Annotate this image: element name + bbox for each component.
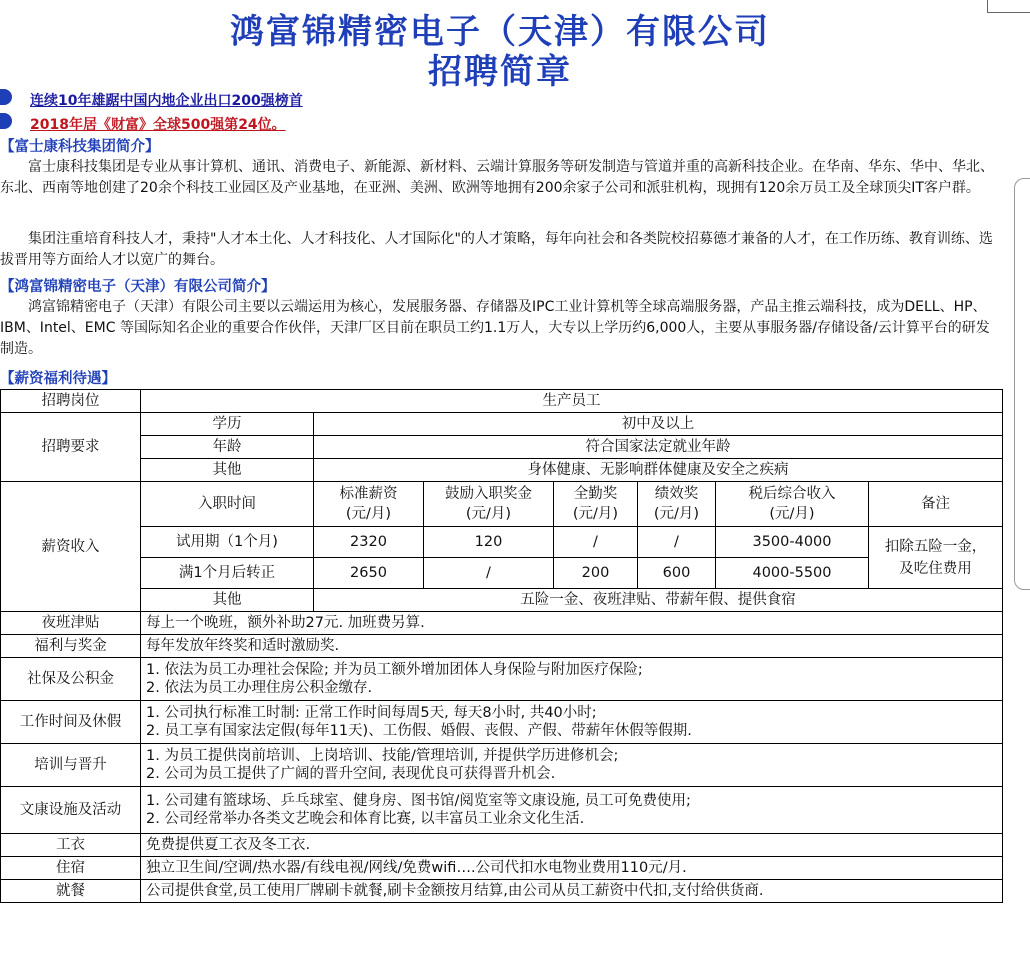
item-line: 独立卫生间/空调/热水器/有线电视/网线/免费wifi….公司代扣水电物业费用110元/月.: [141, 857, 1003, 880]
item-label: 就餐: [1, 880, 141, 903]
item-lines: [141, 658, 1003, 701]
foxconn-paragraph-2: 集团注重培育科技人才，秉持"人才本土化、人才科技化、人才国际化"的人才策略，每年向社会和各类院校招募德才兼备的人才，在工作历练、教育训练、选拔晋用等方面给人才以宽广的舞台。: [0, 231, 993, 268]
page-title: 招聘简章: [428, 52, 572, 92]
req-value: 符合国家法定就业年龄: [314, 436, 1003, 459]
section-heading-foxconn: 【富士康科技集团简介】: [0, 139, 160, 155]
item-line: 公司提供食堂,员工使用厂牌刷卡就餐,刷卡金额按月结算,由公司从员工薪资中代扣,支付给供货商.: [141, 880, 1003, 903]
item-line: 1. 为员工提供岗前培训、上岗培训、技能/管理培训, 并提供学历进修机会;: [146, 748, 619, 764]
item-label: 文康设施及活动: [1, 787, 141, 834]
company-paragraph: 鸿富锦精密电子（天津）有限公司主要以云端运用为核心，发展服务器、存储器及IPC工业计算机等全球高端服务器，产品主推云端科技，成为DELL、HP、IBM、Intel、EMC 等国际知名企业的重要合作伙伴，天津厂区目前在职员工约1.1万人，大专以上学历约6,000人，主要从事服务器/存储设备/云计算平台的研发制造。: [0, 299, 990, 357]
company-title: 鸿富锦精密电子（天津）有限公司: [230, 12, 770, 52]
salary-base: 2650: [314, 558, 424, 589]
salary-total: 4000-5500: [716, 558, 869, 589]
item-lines: [141, 744, 1003, 787]
salary-header: 税后综合收入 (元/月): [716, 482, 869, 527]
section-heading-company: 【鸿富锦精密电子（天津）有限公司简介】: [0, 279, 276, 295]
item-label: 培训与晋升: [1, 744, 141, 787]
item-line: 每上一个晚班，额外补助27元. 加班费另算.: [141, 612, 1003, 635]
item-line: 免费提供夏工衣及冬工衣.: [141, 834, 1003, 857]
salary-header: 标准薪资 (元/月): [314, 482, 424, 527]
section-heading-salary: 【薪资福利待遇】: [0, 371, 116, 387]
req-value: 初中及以上: [314, 413, 1003, 436]
salary-performance: 600: [638, 558, 716, 589]
item-line: 1. 公司建有篮球场、乒乓球室、健身房、图书馆/阅览室等文康设施, 员工可免费使用;: [146, 793, 691, 809]
item-line: 1. 公司执行标准工时制: 正常工作时间每周5天, 每天8小时, 共40小时;: [146, 705, 597, 721]
bullet-icon: [0, 113, 12, 129]
item-label: 住宿: [1, 857, 141, 880]
salary-other-value: 五险一金、夜班津贴、带薪年假、提供食宿: [314, 589, 1003, 612]
salary-performance: /: [638, 527, 716, 558]
foxconn-paragraph-1: 富士康科技集团是专业从事计算机、通讯、消费电子、新能源、新材料、云端计算服务等研发制造与管道并重的高新科技企业。在华南、华东、华中、华北、东北、西南等地创建了20余个科技工业园区及产业基地，在亚洲、美洲、欧洲等地拥有200余家子公司和派驻机构，现拥有120余万员工及全球顶尖IT客户群。: [0, 159, 994, 196]
item-lines: [141, 701, 1003, 744]
req-key: 其他: [141, 459, 314, 482]
item-line: 2. 依法为员工办理住房公积金缴存.: [146, 680, 373, 696]
item-label: 社保及公积金: [1, 658, 141, 701]
salary-header: 入职时间: [141, 482, 314, 527]
item-label: 工作时间及休假: [1, 701, 141, 744]
salary-header: 绩效奖 (元/月): [638, 482, 716, 527]
salary-header: 全勤奖 (元/月): [554, 482, 638, 527]
salary-period: 满1个月后转正: [141, 558, 314, 589]
position-value: 生产员工: [141, 390, 1003, 413]
item-line: 1. 依法为员工办理社会保险; 并为员工额外增加团体人身保险与附加医疗保险;: [146, 662, 643, 678]
salary-attendance: /: [554, 527, 638, 558]
salary-header: 鼓励入职奖金 (元/月): [424, 482, 554, 527]
item-label: 夜班津贴: [1, 612, 141, 635]
salary-attendance: 200: [554, 558, 638, 589]
bullet-icon: [0, 89, 12, 105]
benefits-table: [0, 389, 1003, 903]
salary-header: 备注: [869, 482, 1003, 527]
salary-note: 扣除五险一金， 及吃住费用: [869, 527, 1003, 589]
req-value: 身体健康、无影响群体健康及安全之疾病: [314, 459, 1003, 482]
position-label: 招聘岗位: [1, 390, 141, 413]
req-key: 学历: [141, 413, 314, 436]
salary-label: 薪资收入: [1, 482, 141, 612]
scroll-panel-edge: [1014, 178, 1030, 590]
item-line: 每年发放年终奖和适时激励奖.: [141, 635, 1003, 658]
item-line: 2. 公司经常举办各类文艺晚会和体育比赛, 以丰富员工业余文化生活.: [146, 811, 585, 827]
item-label: 工衣: [1, 834, 141, 857]
item-line: 2. 员工享有国家法定假(每年11天)、工伤假、婚假、丧假、产假、带薪年休假等假期.: [146, 723, 692, 739]
salary-bonus: 120: [424, 527, 554, 558]
highlight-fortune: 2018年居《财富》全球500强第24位。: [30, 117, 286, 133]
item-line: 2. 公司为员工提供了广阔的晋升空间, 表现优良可获得晋升机会.: [146, 766, 556, 782]
salary-base: 2320: [314, 527, 424, 558]
item-label: 福利与奖金: [1, 635, 141, 658]
req-key: 年龄: [141, 436, 314, 459]
salary-period: 试用期（1个月): [141, 527, 314, 558]
salary-other-label: 其他: [141, 589, 314, 612]
requirements-label: 招聘要求: [1, 413, 141, 482]
salary-total: 3500-4000: [716, 527, 869, 558]
item-lines: [141, 787, 1003, 834]
salary-bonus: /: [424, 558, 554, 589]
highlight-export: 连续10年雄踞中国内地企业出口200强榜首: [30, 93, 303, 109]
